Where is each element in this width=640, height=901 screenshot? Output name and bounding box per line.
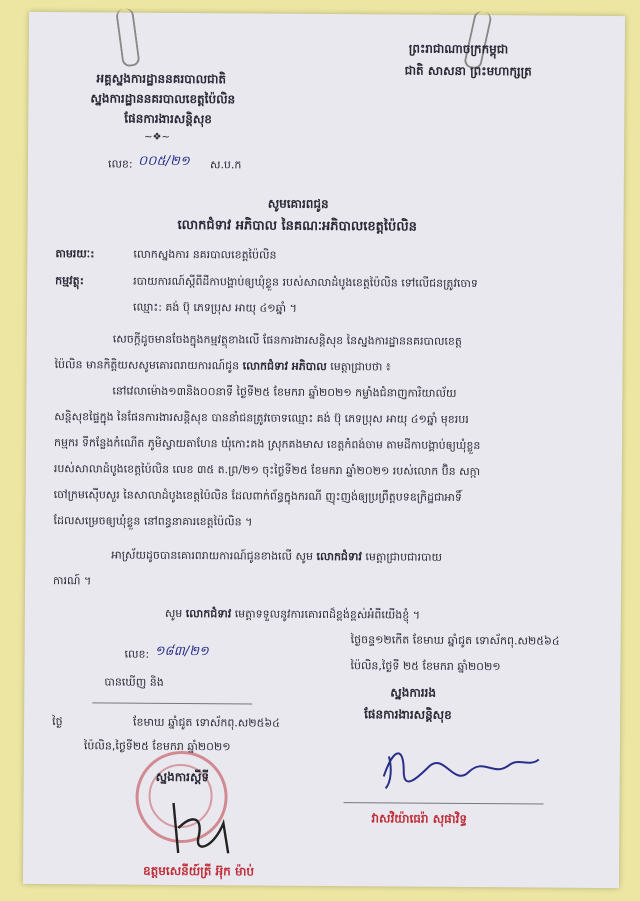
left-signature-icon	[163, 793, 243, 864]
right-title-2: ផែនការងារសន្តិសុខ	[364, 707, 452, 722]
closing-recipient: លោកជំទាវ	[185, 607, 232, 621]
body-p1-text-a: ប៉ៃលិន មានកិត្តិយសសូមគោរពរាយការណ៍ជូន	[54, 358, 240, 373]
ref-number: ០០៥/២១	[137, 153, 190, 170]
body-p3-line-1	[111, 549, 442, 567]
left-seen-label: បានឃើញ និង	[104, 675, 164, 689]
left-solar-date	[84, 740, 231, 752]
right-sign-divider	[344, 802, 544, 804]
ministry-line-2: ស្នងការដ្ឋាននគរបាលខេត្តប៉ៃលិន	[90, 91, 236, 107]
body-p2-line-4: របស់សាលាដំបូងខេត្តប៉ៃលិន លេខ ៣៥ ត.ព្រ/២១ ចុះថ្ងៃទី២៥ ខែមករា ឆ្នាំ២០២១ របស់លោក ប៊ិន សក្កា	[53, 462, 481, 479]
body-p1-recipient: លោកជំទាវ អភិបាល	[242, 359, 327, 374]
left-lunar-date-a: ថ្ងៃ	[52, 715, 63, 729]
document-page	[23, 12, 625, 888]
body-p2-line-3: កម្មករ ទីកន្លែងកំណើត ភូមិស្វាយតាហែន ឃុំកោះគង ស្រុកគងមាស ខេត្តកំពង់ចាម តាមដីកាបង្គាប់ឲ្យឃុំខ្លួន	[53, 436, 481, 453]
ref-label: លេខ:	[107, 157, 133, 171]
left-lunar-date-handwritten	[96, 715, 100, 728]
left-title: ស្នងការស្តីទី	[155, 769, 210, 785]
ornament-divider: ~❖~	[144, 131, 170, 143]
body-p1-line-1: សេចក្តីដូចមានចែងក្នុងកម្មវត្ថុខាងលើ ផែនការងារសន្តិសុខ នៃស្នងការដ្ឋាននគរបាលខេត្ត	[112, 332, 462, 348]
salutation-line-1: សូមគោរពជូន	[267, 196, 329, 212]
body-p2-line-1: នៅវេលាម៉ោង១៣និង០០នាទី ថ្ងៃទី២៥ ខែមករា ឆ្នាំ២០២១ កម្លាំងជំនាញការិយាល័យ	[112, 384, 457, 400]
subject-line-2: ឈ្មោះ: គង់ ប៊ុ ភេទប្រុស អាយុ ៤១ឆ្នាំ ។	[132, 300, 297, 315]
body-p3-text-a: អាស្រ័យដូចបានគោរពរាយការណ៍ជូនខាងលើ សូម	[111, 548, 314, 563]
body-p2-line-5: ចៅក្រមស៊ើបសួរ នៃសាលាដំបូងខេត្តប៉ៃលិន ដែលពាក់ព័ន្ធក្នុងករណី ញុះញង់ឲ្យប្រព្រឹត្តបទឧក្រិដ្ឋជាអាទិ៍	[53, 488, 462, 504]
ministry-line-1: អគ្គស្នងការដ្ឋាននគរបាលជាតិ	[96, 71, 227, 87]
via-text: លោកស្នងការ នគរបាលខេត្តប៉ៃលិន	[133, 247, 277, 262]
right-signer-name: វាសវិយ៉ាធេរ៉ា សុផាវិទ្ធ	[371, 811, 468, 827]
via-label: តាមរយៈ:	[55, 247, 95, 261]
body-p1-text-c: មេត្តាជ្រាបថា ៖	[330, 360, 391, 374]
paper-clip-right-icon	[463, 10, 493, 71]
left-lunar-date	[52, 716, 280, 729]
body-p3-text-c: មេត្តាជ្រាបជារបាយ	[365, 550, 443, 564]
left-lunar-date-b: ខែមាឃ ឆ្នាំជូត ទោស័កពុ.ស២៥៦៤	[133, 715, 281, 730]
ref-suffix: ស.ប.ក	[209, 158, 242, 172]
subject-line-1: របាយការណ៍ស្តីពីដីកាបង្គាប់ឲ្យឃុំខ្លួន របស់សាលាដំបូងខេត្តប៉ៃលិន ទៅលើជនត្រូវចោទ	[133, 274, 478, 291]
body-p3-recipient: លោកជំទាវ	[316, 549, 362, 564]
closing-line	[165, 607, 420, 625]
right-solar-date: ប៉ៃលិន,ថ្ងៃទី ២៥ ខែមករា ឆ្នាំ២០២១	[350, 659, 501, 674]
left-divider	[92, 702, 252, 704]
left-signer-name: ឧត្តមសេនីយ៍ត្រី អ៊ុក ម៉ាប់	[143, 863, 255, 879]
left-ref-number: ១៨៣/២១	[154, 643, 209, 660]
subject-label: កម្មវត្ថុ:	[55, 274, 85, 288]
salutation-line-2: លោកជំទាវ អភិបាល នៃគណៈអភិបាលខេត្តប៉ៃលិន	[177, 217, 417, 235]
body-p2-line-6: ដែលសម្រេចឲ្យឃុំខ្លួន នៅពន្ធនាគារខេត្តប៉ៃលិន ។	[53, 514, 253, 529]
right-lunar-date: ថ្ងៃចន្ទ១២កើត ខែមាឃ ឆ្នាំជូត ទោស័កពុ.ស២៥៦៤	[350, 633, 560, 648]
kingdom-line-1: ព្រះរាជាណាចក្រកម្ពុជា	[408, 41, 509, 57]
body-p1-line-2	[55, 358, 391, 376]
body-p2-line-2: សន្តិសុខផ្ទៃក្នុង នៃផែនការងារសន្តិសុខ បាននាំជនត្រូវចោទឈ្មោះ គង់ ប៊ុ ភេទប្រុស អាយុ ៤១ឆ្នាំ មុខរបរ	[54, 410, 469, 427]
left-solar-date-b: ខែមករា ឆ្នាំ២០២១	[152, 739, 231, 754]
paper-clip-left-icon	[115, 8, 141, 68]
right-title-1: ស្នងការរង	[390, 685, 437, 700]
kingdom-line-2: ជាតិ សាសនា ព្រះមហាក្សត្រ	[404, 63, 532, 79]
body-p3-line-2: ការណ៍ ។	[53, 574, 92, 588]
left-ref-label: លេខ:	[124, 647, 150, 661]
closing-text-a: សូម	[164, 606, 183, 621]
ministry-line-3: ផែនការងារសន្តិសុខ	[124, 111, 212, 127]
left-solar-date-a: ប៉ៃលិន,ថ្ងៃទី២៥	[83, 739, 149, 753]
right-signature-icon	[374, 736, 544, 797]
closing-text-c: មេត្តាទទួលនូវការគោរពដ៏ខ្ពង់ខ្ពស់អំពីយើងខ្ញុំ ។	[234, 607, 421, 622]
